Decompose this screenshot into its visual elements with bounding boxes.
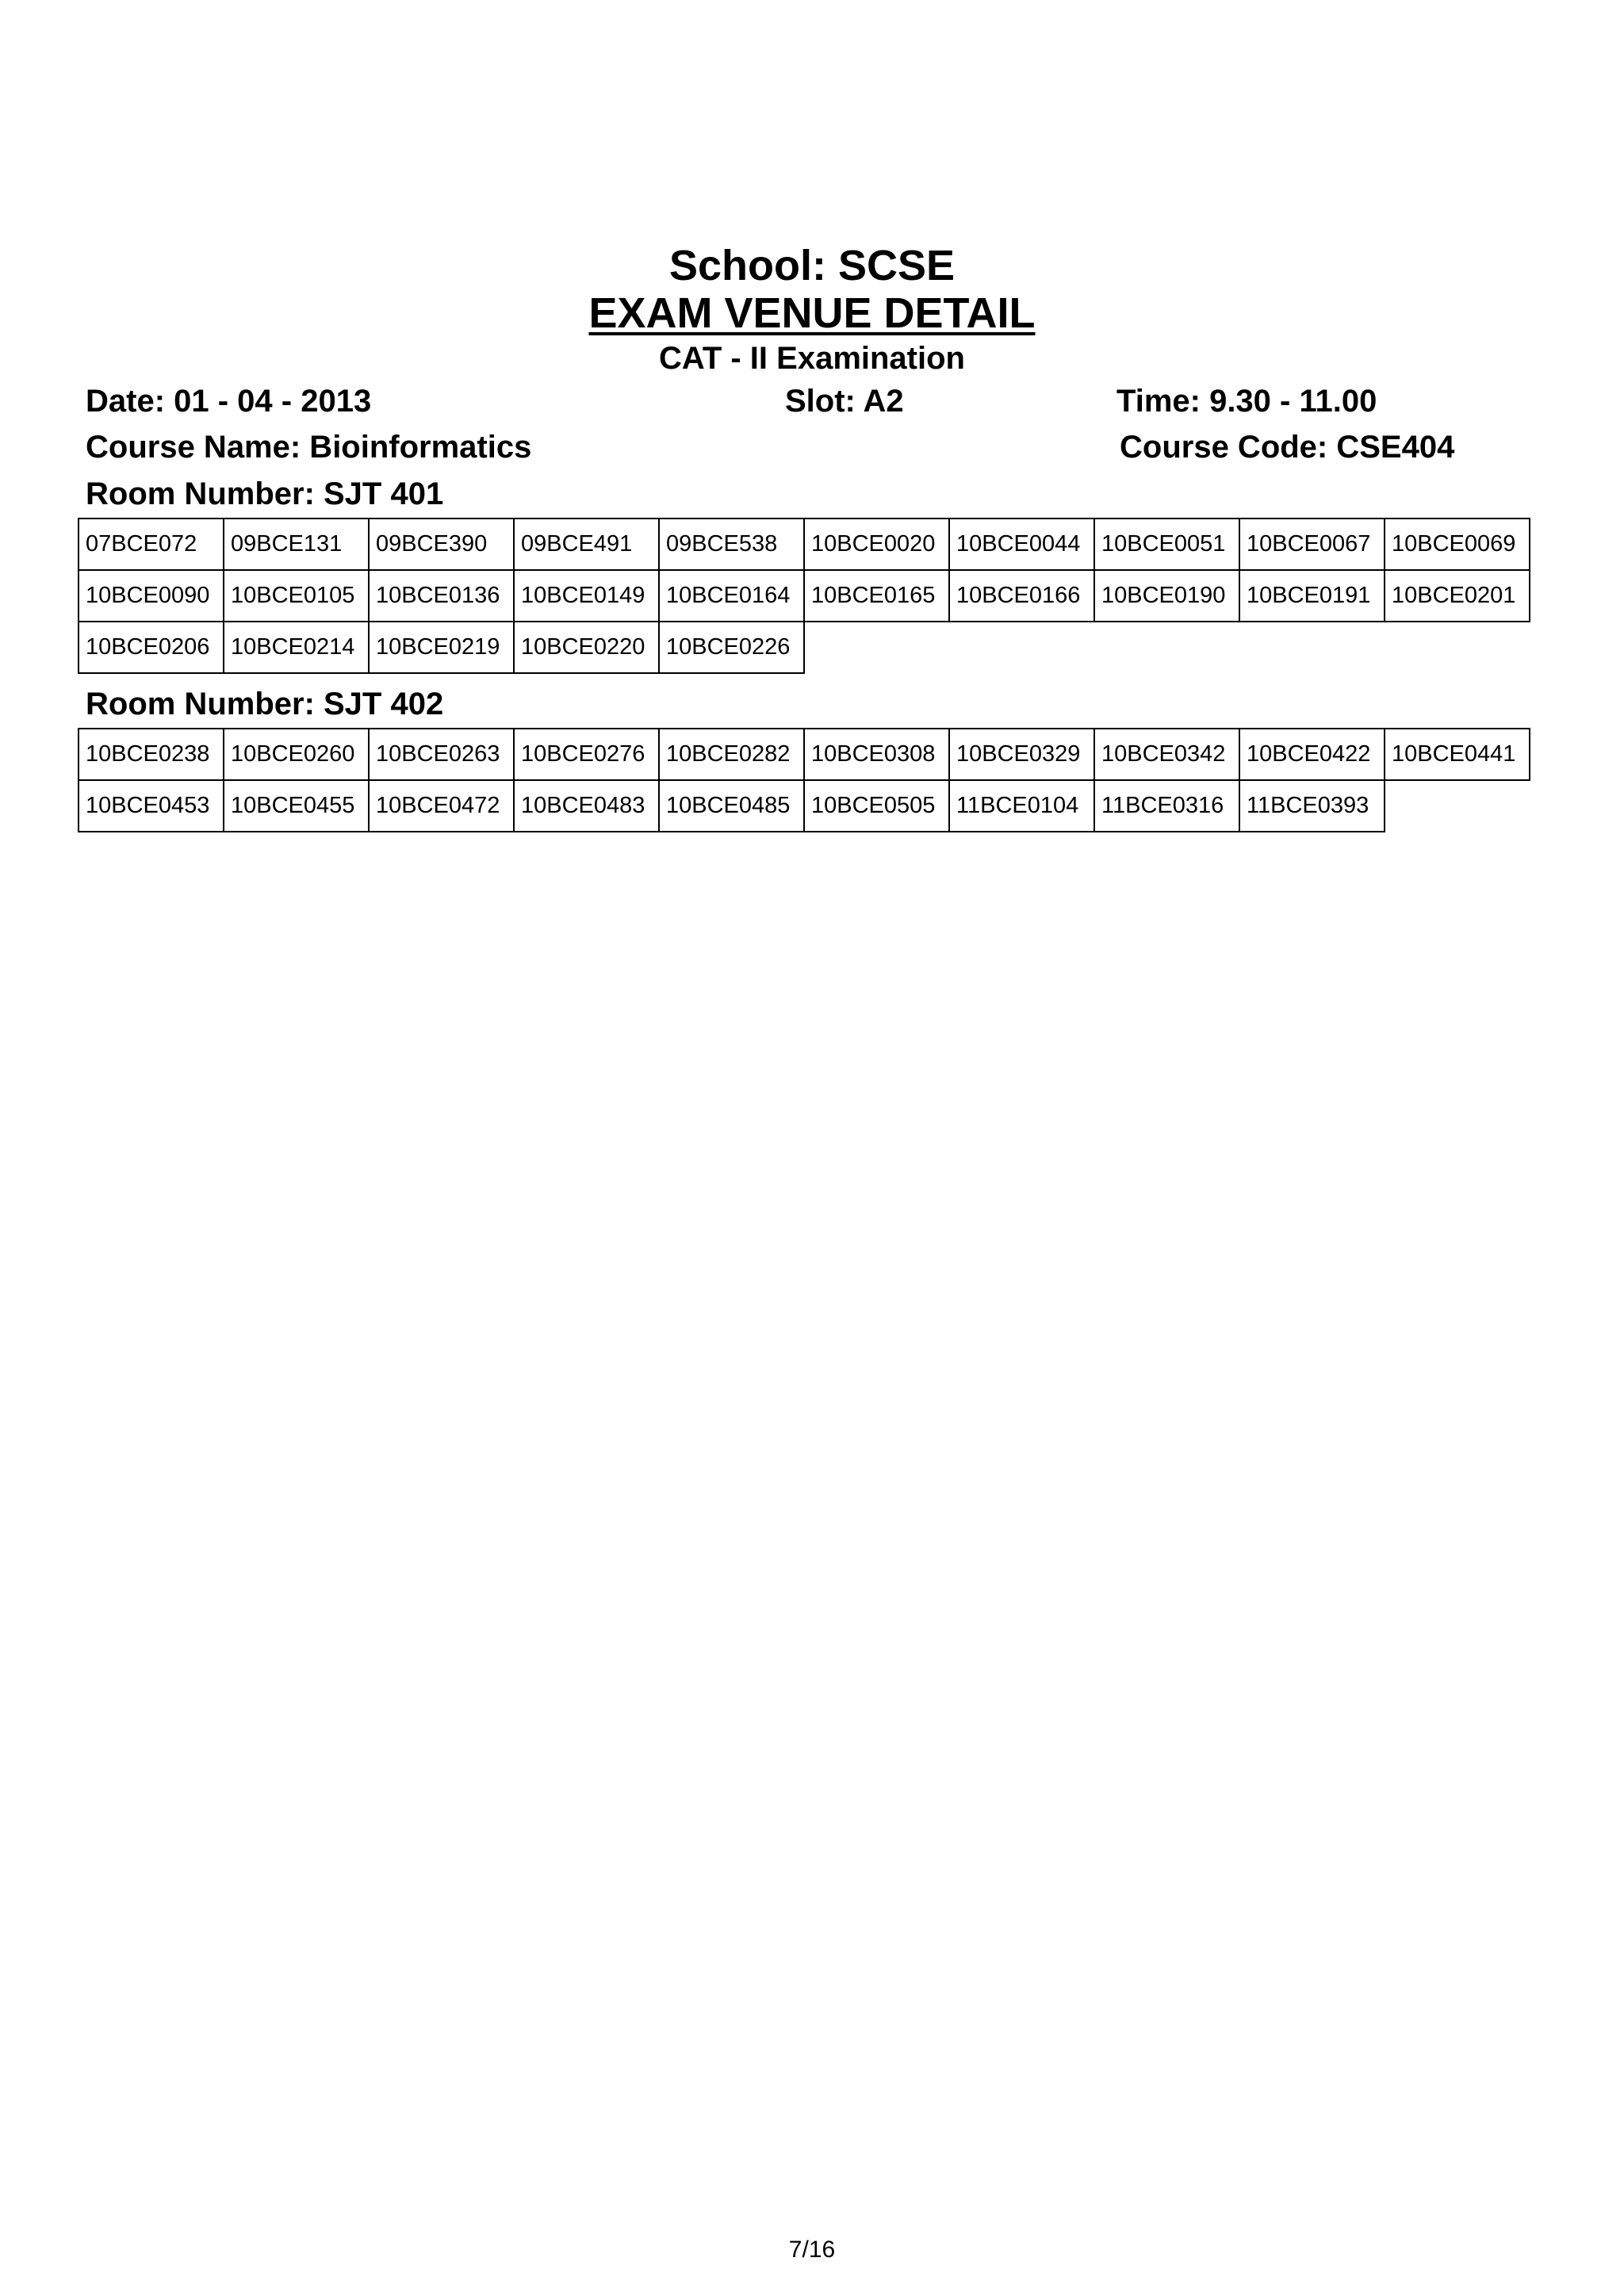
exam-name: CAT - II Examination xyxy=(659,341,965,376)
student-register-table xyxy=(78,518,1530,674)
exam-slot: Slot: A2 xyxy=(785,384,904,419)
register-number-cell: 10BCE0201 xyxy=(1385,570,1530,622)
register-number-cell: 10BCE0422 xyxy=(1239,729,1385,780)
school-heading: School: SCSE xyxy=(668,242,956,289)
register-number-cell: 10BCE0165 xyxy=(804,570,949,622)
register-number-cell: 10BCE0206 xyxy=(79,622,224,673)
register-number-cell: 10BCE0164 xyxy=(659,570,804,622)
table-row xyxy=(79,519,1530,570)
register-number-cell: 10BCE0276 xyxy=(514,729,659,780)
register-number-cell: 10BCE0105 xyxy=(224,570,369,622)
register-number-cell: 10BCE0190 xyxy=(1094,570,1239,622)
register-number-cell: 09BCE491 xyxy=(514,519,659,570)
register-number-cell: 10BCE0453 xyxy=(79,780,224,832)
register-number-cell: 10BCE0238 xyxy=(79,729,224,780)
register-number-cell: 10BCE0485 xyxy=(659,780,804,832)
register-number-cell: 07BCE072 xyxy=(79,519,224,570)
register-number-cell: 09BCE538 xyxy=(659,519,804,570)
table-row xyxy=(79,780,1530,832)
register-number-cell: 10BCE0308 xyxy=(804,729,949,780)
register-number-cell: 10BCE0263 xyxy=(369,729,514,780)
register-number-cell: 10BCE0090 xyxy=(79,570,224,622)
register-number-cell: 10BCE0260 xyxy=(224,729,369,780)
room-heading: Room Number: SJT 401 xyxy=(86,476,444,511)
document-title-text: EXAM VENUE DETAIL xyxy=(588,289,1036,337)
course-code: Course Code: CSE404 xyxy=(1120,430,1455,465)
register-number-cell: 10BCE0220 xyxy=(514,622,659,673)
register-number-cell: 09BCE390 xyxy=(369,519,514,570)
register-number-cell: 10BCE0219 xyxy=(369,622,514,673)
register-number-cell: 10BCE0226 xyxy=(659,622,804,673)
register-number-cell: 10BCE0166 xyxy=(949,570,1094,622)
register-number-cell: 09BCE131 xyxy=(224,519,369,570)
register-number-cell: 11BCE0316 xyxy=(1094,780,1239,832)
register-number-cell: 10BCE0329 xyxy=(949,729,1094,780)
register-number-cell: 10BCE0051 xyxy=(1094,519,1239,570)
register-number-cell: 10BCE0505 xyxy=(804,780,949,832)
register-number-cell: 10BCE0483 xyxy=(514,780,659,832)
course-name: Course Name: Bioinformatics xyxy=(86,430,532,465)
register-number-cell: 10BCE0044 xyxy=(949,519,1094,570)
register-number-cell: 10BCE0191 xyxy=(1239,570,1385,622)
register-number-cell: 10BCE0342 xyxy=(1094,729,1239,780)
register-number-cell: 10BCE0214 xyxy=(224,622,369,673)
exam-time: Time: 9.30 - 11.00 xyxy=(1116,384,1377,419)
register-number-cell: 10BCE0069 xyxy=(1385,519,1530,570)
register-number-cell: 10BCE0455 xyxy=(224,780,369,832)
student-register-table xyxy=(78,728,1530,832)
document-title xyxy=(0,288,1624,339)
exam-date: Date: 01 - 04 - 2013 xyxy=(86,384,372,419)
table-row xyxy=(79,622,1530,673)
page-number: 7/16 xyxy=(788,2237,836,2263)
register-number-cell: 11BCE0104 xyxy=(949,780,1094,832)
register-number-cell: 10BCE0136 xyxy=(369,570,514,622)
table-row xyxy=(79,729,1530,780)
register-number-cell: 10BCE0441 xyxy=(1385,729,1530,780)
register-number-cell: 10BCE0020 xyxy=(804,519,949,570)
register-number-cell: 10BCE0067 xyxy=(1239,519,1385,570)
register-number-cell: 10BCE0282 xyxy=(659,729,804,780)
table-row xyxy=(79,570,1530,622)
register-number-cell: 10BCE0472 xyxy=(369,780,514,832)
register-number-cell: 10BCE0149 xyxy=(514,570,659,622)
register-number-cell: 11BCE0393 xyxy=(1239,780,1385,832)
room-heading: Room Number: SJT 402 xyxy=(86,687,444,721)
